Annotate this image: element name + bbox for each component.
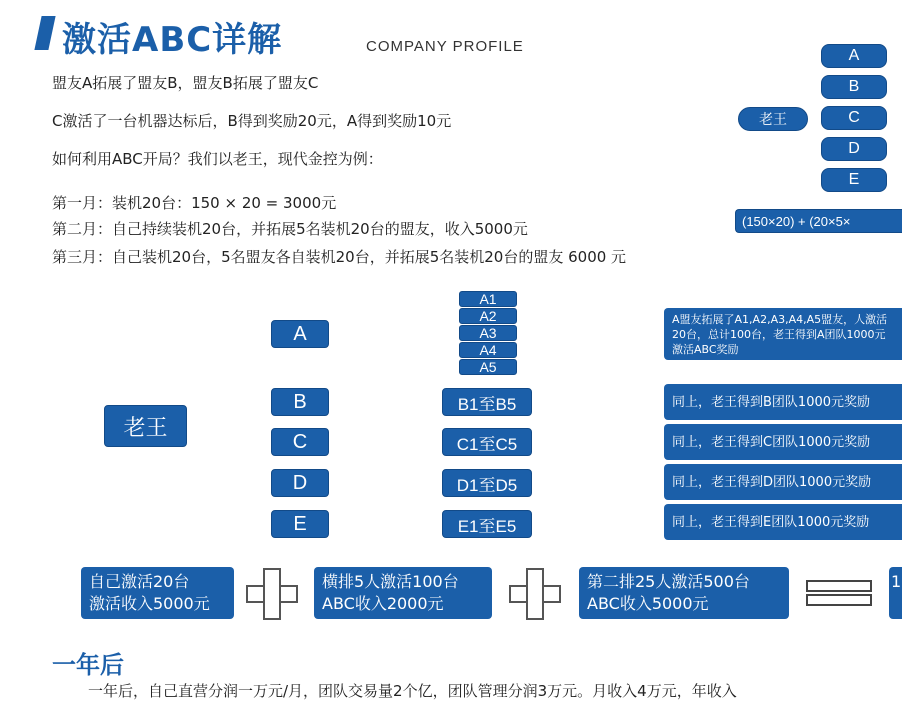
month-3: 第三月：自己装机20台，5名盟友各自装机20台，并拓展5名装机20台的盟友 6000 元 <box>52 248 627 266</box>
a-child-node: A4 <box>459 342 517 358</box>
summary-box-4-line1: 10 <box>891 572 911 591</box>
year-title: 一年后 <box>52 651 124 679</box>
summary-box-4 <box>889 567 911 619</box>
level1-node-c: C <box>271 428 329 456</box>
summary-box-3 <box>579 567 789 619</box>
note-a: A盟友拓展了A1,A2,A3,A4,A5盟友，人激活20台，总计100台，老王得到A团队1000元激活ABC奖励 <box>664 308 902 360</box>
small-root-node: 老王 <box>738 107 808 131</box>
note-b: 同上，老王得到B团队1000元奖励 <box>664 384 902 420</box>
level1-node-b: B <box>271 388 329 416</box>
summary-box-2-line2: ABC收入2000元 <box>322 594 444 613</box>
summary-box-2 <box>314 567 492 619</box>
summary-box-3-line1: 第二排25人激活500台 <box>587 572 750 591</box>
summary-box-1-line1: 自己激活20台 <box>89 572 190 591</box>
level1-node-a: A <box>271 320 329 348</box>
small-node-e: E <box>821 168 887 192</box>
note-d: 同上，老王得到D团队1000元奖励 <box>664 464 902 500</box>
plus-icon <box>246 568 298 620</box>
note-e: 同上，老王得到E团队1000元奖励 <box>664 504 902 540</box>
a-child-node: A1 <box>459 291 517 307</box>
small-node-a: A <box>821 44 887 68</box>
big-root-node: 老王 <box>104 405 187 447</box>
a-child-node: A2 <box>459 308 517 324</box>
title-accent-bar <box>34 16 55 50</box>
intro-line-2: C激活了一台机器达标后，B得到奖励20元，A得到奖励10元 <box>52 112 452 130</box>
intro-line-3: 如何利用ABC开局？我们以老王，现代金控为例： <box>52 150 383 168</box>
summary-box-2-line1: 横排5人激活100台 <box>322 572 459 591</box>
equals-icon-top <box>806 580 872 592</box>
summary-box-1 <box>81 567 234 619</box>
page-subtitle: COMPANY PROFILE <box>366 38 524 55</box>
note-c: 同上，老王得到C团队1000元奖励 <box>664 424 902 460</box>
a-child-node: A5 <box>459 359 517 375</box>
plus-icon <box>509 568 561 620</box>
month-1: 第一月：装机20台：150 × 20 = 3000元 <box>52 194 337 212</box>
level2-node-b: B1至B5 <box>442 388 532 416</box>
level2-node-c: C1至C5 <box>442 428 532 456</box>
small-node-c: C <box>821 106 887 130</box>
level2-node-e: E1至E5 <box>442 510 532 538</box>
page-title: 激活ABC详解 <box>62 20 283 60</box>
summary-box-1-line2: 激活收入5000元 <box>89 594 210 613</box>
small-node-d: D <box>821 137 887 161</box>
month-2: 第二月：自己持续装机20台，并拓展5名装机20台的盟友，收入5000元 <box>52 220 528 238</box>
equals-icon-bottom <box>806 594 872 606</box>
level2-node-d: D1至D5 <box>442 469 532 497</box>
small-node-b: B <box>821 75 887 99</box>
intro-line-1: 盟友A拓展了盟友B，盟友B拓展了盟友C <box>52 74 319 92</box>
a-child-node: A3 <box>459 325 517 341</box>
summary-box-3-line2: ABC收入5000元 <box>587 594 709 613</box>
level1-node-e: E <box>271 510 329 538</box>
level1-node-d: D <box>271 469 329 497</box>
year-text: 一年后，自己直营分润一万元/月，团队交易量2个亿，团队管理分润3万元。月收入4万元，年收入 <box>88 682 737 700</box>
formula-bar: (150×20) + (20×5× <box>735 209 902 233</box>
